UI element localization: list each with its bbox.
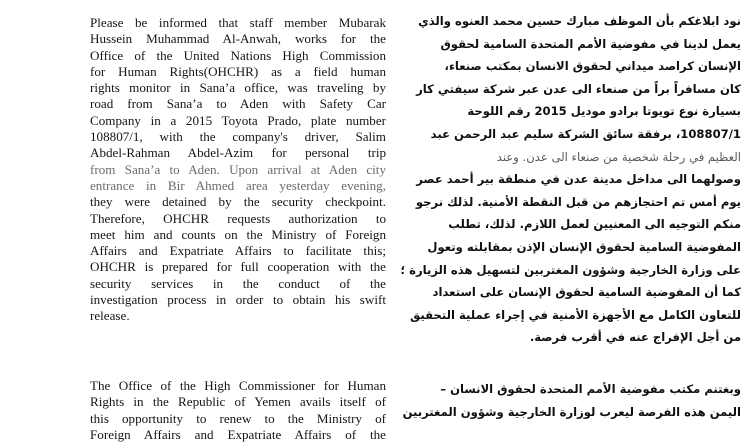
arabic-line: المفوضية السامية لحقوق الإنسان الإذن بمقابلته وتعول xyxy=(427,239,741,254)
arabic-line: وبغتنم مكتب مفوضية الأمم المتحدة لحقوق الانسان – xyxy=(440,382,741,396)
english-line: road from Sana’a to Aden with Safety Car xyxy=(90,96,386,112)
english-line: Office of the United Nations High Commission xyxy=(90,47,386,63)
english-line: release. xyxy=(90,308,130,324)
arabic-line: للتعاون الكامل مع الأجهزة الأمنية في إجراء عملية التحقيق xyxy=(409,307,741,322)
english-line: OHCHR is prepared for full cooperation with the xyxy=(90,259,386,275)
arabic-line: الإنسان كراصد ميداني لحقوق الانسان بمكتب صنعاء، xyxy=(444,59,741,74)
arabic-line: اليمن هذه الفرصة ليعرب لوزارة الخارجية وشؤون المغتربين xyxy=(402,404,741,419)
english-line: Hussein Muhammad Al-Anwah, works for the xyxy=(90,31,386,47)
arabic-line: وصولهما الى مداخل مدينة عدن في منطقة بير أحمد عصر xyxy=(416,172,741,187)
english-line: this opportunity to renew to the Ministry of xyxy=(90,410,386,426)
arabic-line: على وزارة الخارجية وشؤون المغتربين لتسهيل هذه الزيارة ؛ xyxy=(400,262,741,277)
english-line: entrance in Bir Ahmed area yesterday evening, xyxy=(90,177,386,193)
arabic-line: 108807/1، برفقة سائق الشركة سليم عبد الرحمن عبد xyxy=(430,126,741,141)
english-line: 108807/1, with the company's driver, Salim xyxy=(90,129,386,145)
english-line: Please be informed that staff member Mubarak xyxy=(90,15,386,30)
arabic-line: كان مسافراً براً من صنعاء الى عدن عبر شركة سيفتي كار xyxy=(416,81,741,96)
english-line: rights monitor in Sana’a office, was traveling by xyxy=(90,80,386,96)
english-line: The Office of the High Commissioner for Human xyxy=(90,378,386,393)
english-line: Affairs and Expatriate Affairs to facilitate this; xyxy=(90,243,386,259)
english-line: investigation process in order to obtain his swift xyxy=(90,292,386,308)
arabic-line: بسيارة نوع تويوتا برادو موديل 2015 رقم اللوحة xyxy=(467,104,741,119)
english-line: Company in a 2015 Toyota Prado, plate number xyxy=(90,112,386,128)
english-line: security services in the conduct of the xyxy=(90,275,386,291)
english-line: from Sana’a to Aden. Upon arrival at Aden city xyxy=(90,161,386,177)
arabic-line: من أجل الإفراج عنه في أقرب فرصة. xyxy=(529,330,741,345)
english-paragraph-closing xyxy=(90,378,386,443)
english-line: Therefore, OHCHR requests authorization to xyxy=(90,210,386,226)
english-line: Abdel-Rahman Abdel-Azim for personal trip xyxy=(90,145,386,161)
english-line: they were detained by the security checkpoint. xyxy=(90,194,386,210)
arabic-line: منكم التوجيه الى المعنيين لعمل اللازم. لذلك، تطلب xyxy=(448,217,741,232)
english-line: Foreign Affairs and Expatriate Affairs of the xyxy=(90,426,386,442)
arabic-line: نود ابلاغكم بأن الموظف مبارك حسين محمد العنوه والذي xyxy=(418,14,741,28)
english-line: meet him and counts on the Ministry of Foreign xyxy=(90,226,386,242)
english-paragraph-request xyxy=(90,15,386,325)
arabic-paragraph-request xyxy=(396,10,741,349)
arabic-line: العظيم في رحلة شخصية من صنعاء الى عدن. وعند xyxy=(496,149,741,164)
arabic-paragraph-closing xyxy=(396,378,741,423)
arabic-line: يعمل لدينا في مفوضية الأمم المتحدة السامية لحقوق xyxy=(440,36,741,51)
arabic-line: كما أن المفوضية السامية لحقوق الإنسان على استعداد xyxy=(432,285,741,300)
english-line: for Human Rights(OHCHR) as a field human xyxy=(90,63,386,79)
arabic-line: يوم أمس تم احتجازهم من قبل النقطة الأمنية. لذلك نرجو xyxy=(415,194,741,209)
english-line: Rights in the Republic of Yemen avails itself of xyxy=(90,394,386,410)
